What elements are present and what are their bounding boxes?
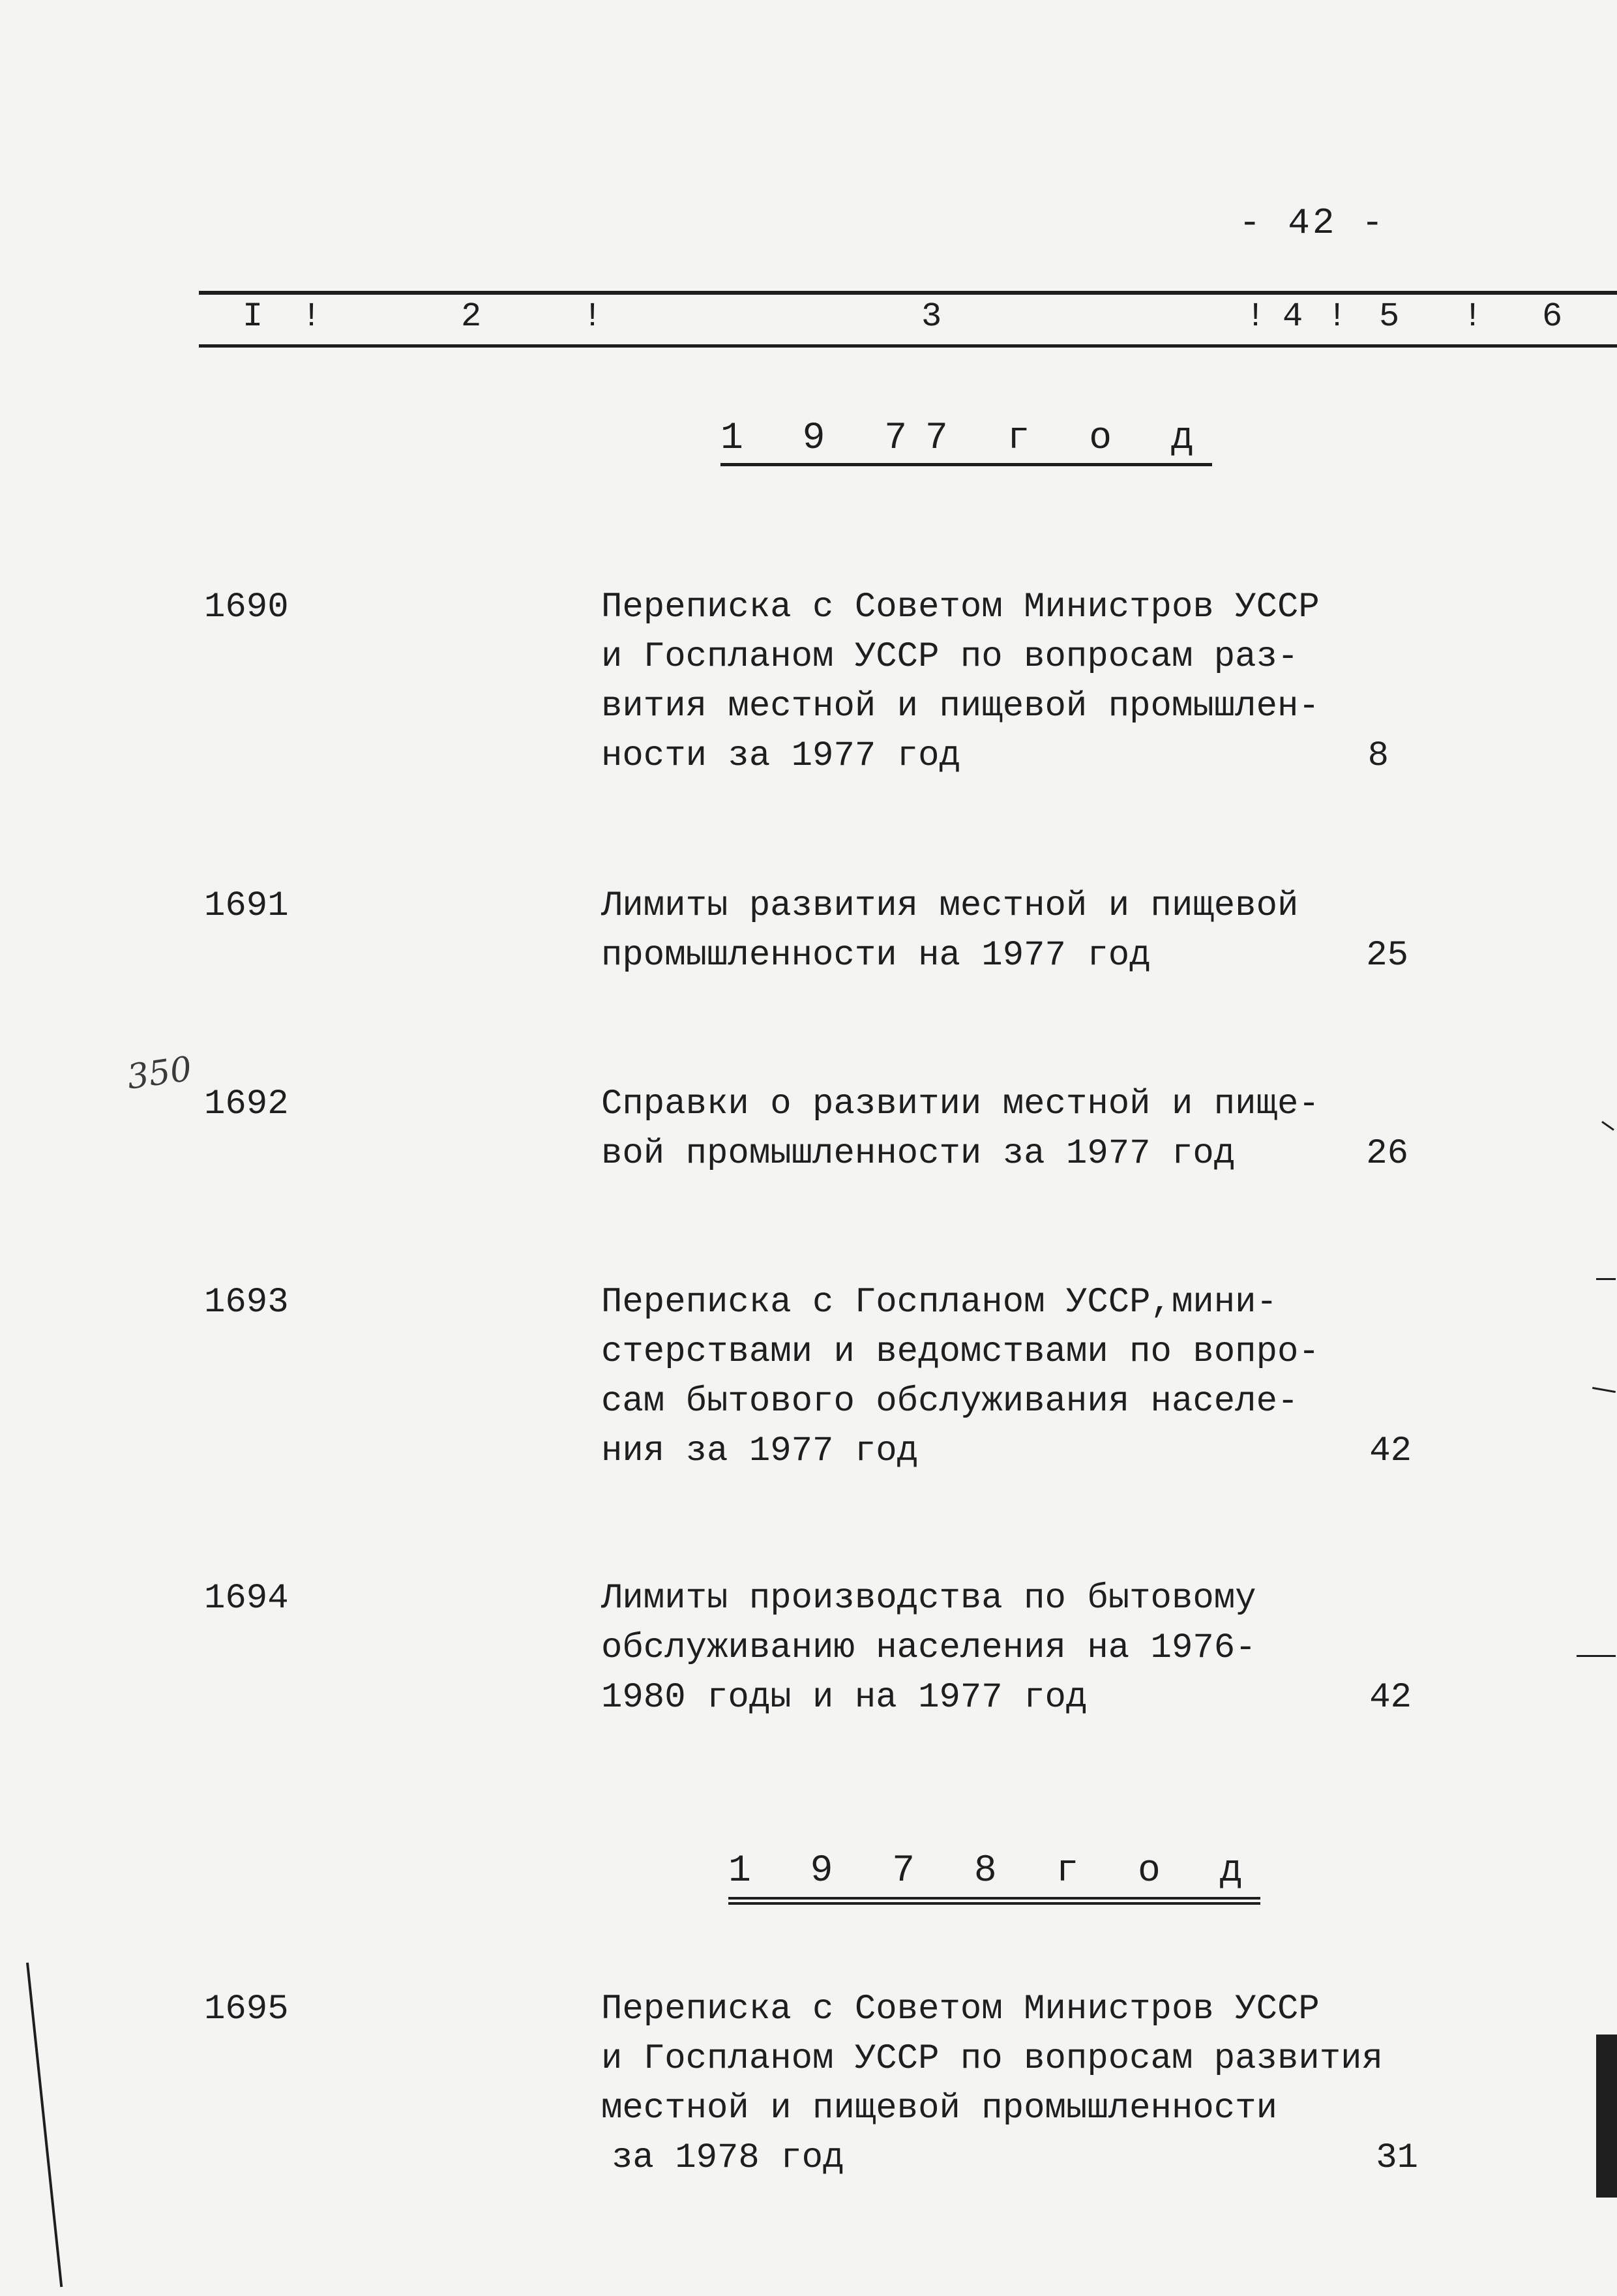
column-separator: ! bbox=[1327, 297, 1348, 336]
entry-number: 1693 bbox=[204, 1283, 289, 1322]
scan-edge-tick bbox=[1592, 1387, 1616, 1393]
column-header-1: I bbox=[243, 297, 263, 336]
description-line: ния за 1977 год bbox=[601, 1431, 919, 1471]
description-line: Справки о развитии местной и пище- bbox=[601, 1084, 1320, 1124]
entry-pages: 31 bbox=[1376, 2138, 1418, 2178]
description-line: обслуживанию населения на 1976- bbox=[601, 1628, 1256, 1668]
column-header-2: 2 bbox=[461, 297, 482, 336]
scan-edge-tick bbox=[1596, 1278, 1616, 1280]
description-line: Лимиты развития местной и пищевой bbox=[601, 886, 1299, 926]
entry-pages: 25 bbox=[1366, 936, 1408, 976]
entry-description bbox=[601, 882, 1384, 981]
entry-pages: 8 bbox=[1367, 736, 1389, 776]
page-number: - 42 - bbox=[1239, 202, 1386, 244]
description-line: вития местной и пищевой промышлен- bbox=[601, 687, 1320, 726]
column-separator: ! bbox=[1245, 297, 1266, 336]
column-separator: ! bbox=[1462, 297, 1483, 336]
entry-number: 1694 bbox=[204, 1579, 289, 1618]
entry-description bbox=[601, 1080, 1384, 1179]
table-rule-top bbox=[199, 291, 1617, 295]
description-line: промышленности на 1977 год bbox=[601, 936, 1151, 976]
table-rule-bottom bbox=[199, 344, 1617, 348]
entry-number: 1695 bbox=[204, 1990, 289, 2029]
description-line: и Госпланом УССР по вопросам раз- bbox=[601, 637, 1299, 677]
section-title-1977: 1 9 77 г о д bbox=[720, 416, 1212, 466]
entry-description bbox=[601, 1278, 1384, 1476]
description-line: 1980 годы и на 1977 год bbox=[601, 1678, 1088, 1718]
column-separator: ! bbox=[582, 297, 603, 336]
column-header-6: 6 bbox=[1542, 297, 1563, 336]
description-line: местной и пищевой промышленности bbox=[601, 2089, 1277, 2128]
description-line: Лимиты производства по бытовому bbox=[601, 1579, 1256, 1618]
scan-edge-mark-right bbox=[1596, 2035, 1617, 2198]
description-line: вой промышленности за 1977 год bbox=[601, 1134, 1236, 1174]
entry-description bbox=[601, 1574, 1384, 1723]
entry-pages: 42 bbox=[1369, 1678, 1412, 1718]
description-line: сам бытового обслуживания населе- bbox=[601, 1382, 1299, 1422]
column-header-5: 5 bbox=[1379, 297, 1400, 336]
scan-edge-tick bbox=[1601, 1121, 1614, 1131]
section-title-1978: 1 9 7 8 г о д bbox=[728, 1849, 1260, 1905]
description-line: стерствами и ведомствами по вопро- bbox=[601, 1332, 1320, 1372]
handwritten-annotation: 350 bbox=[125, 1049, 194, 1097]
entry-description bbox=[601, 583, 1384, 781]
entry-number: 1690 bbox=[204, 588, 289, 627]
entry-pages: 26 bbox=[1366, 1134, 1408, 1174]
entry-pages: 42 bbox=[1369, 1431, 1412, 1471]
description-line: Переписка с Советом Министров УССР bbox=[601, 1990, 1320, 2029]
description-line: Переписка с Госпланом УССР,мини- bbox=[601, 1283, 1277, 1322]
column-header-4: 4 bbox=[1283, 297, 1303, 336]
column-separator: ! bbox=[301, 297, 322, 336]
scan-edge-tick bbox=[1577, 1655, 1616, 1657]
description-line: ности за 1977 год bbox=[601, 736, 960, 776]
entry-number: 1691 bbox=[204, 886, 289, 926]
description-line: за 1978 год bbox=[612, 2138, 844, 2178]
description-line: и Госпланом УССР по вопросам развития bbox=[601, 2039, 1383, 2079]
scan-edge-mark-left bbox=[26, 1963, 63, 2288]
description-line: Переписка с Советом Министров УССР bbox=[601, 588, 1320, 627]
column-header-3: 3 bbox=[921, 297, 942, 336]
entry-description bbox=[601, 1985, 1384, 2183]
entry-number: 1692 bbox=[204, 1084, 289, 1124]
